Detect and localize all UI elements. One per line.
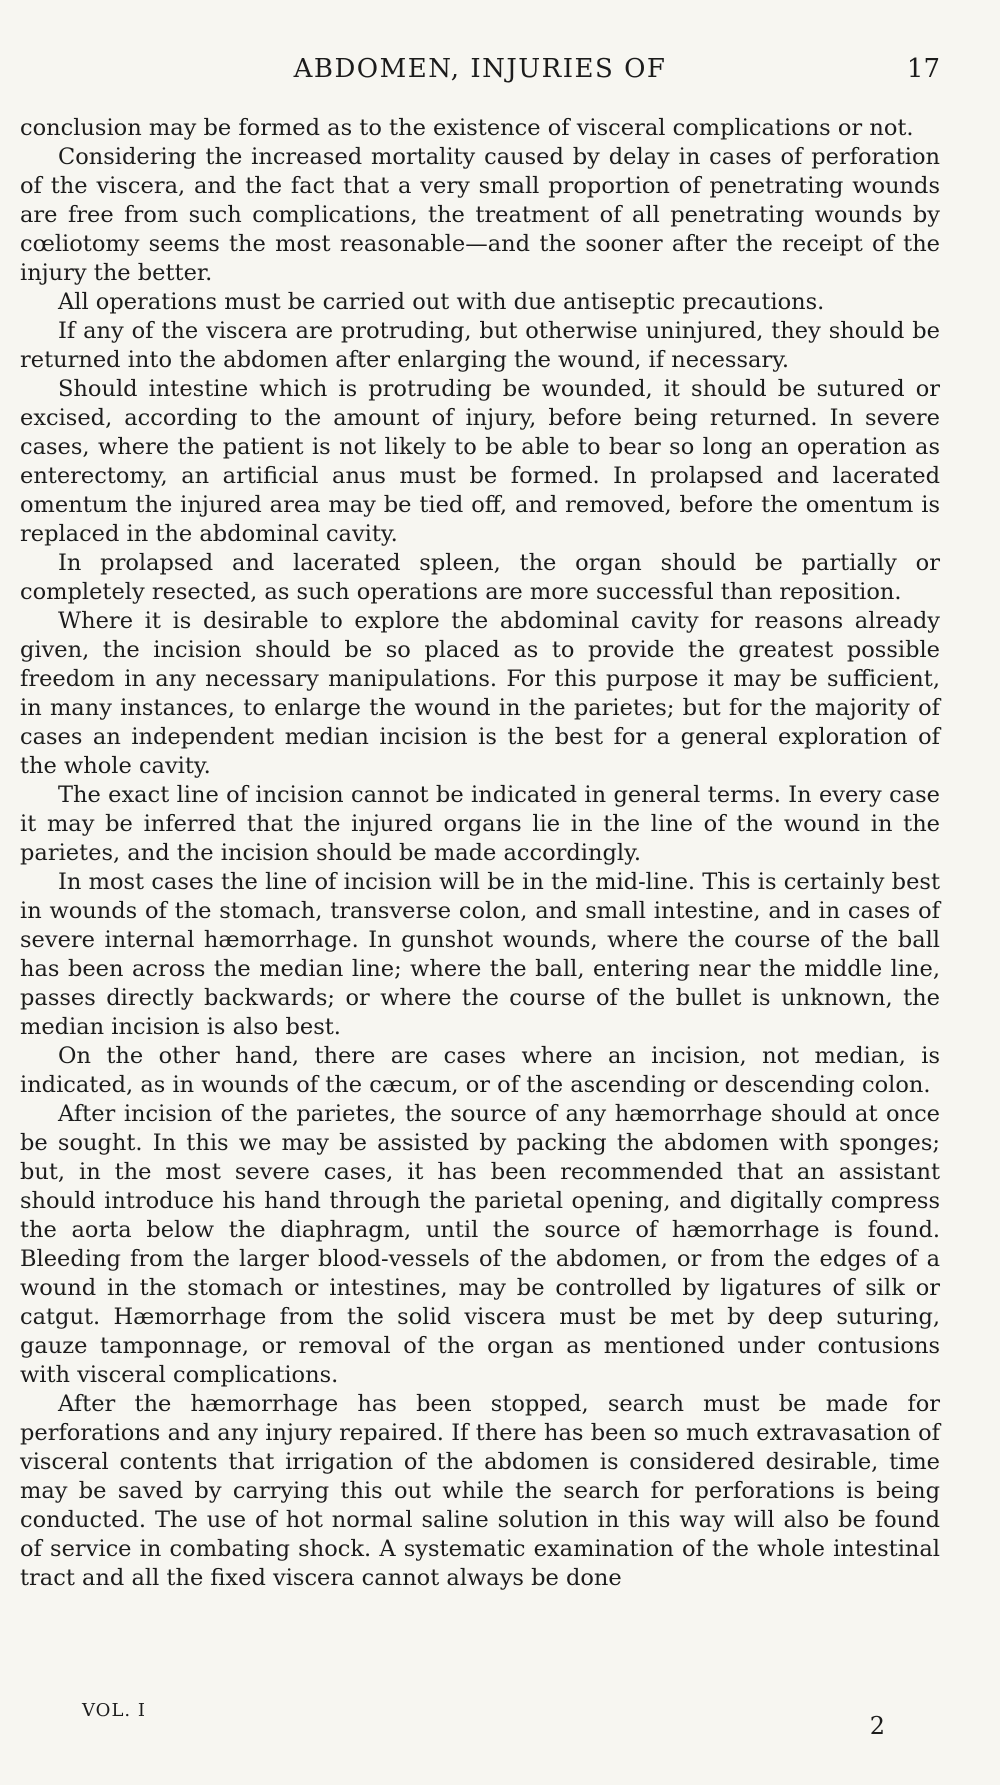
volume-mark: VOL. I	[82, 1700, 146, 1721]
paragraph: The exact line of incision cannot be indicated in general terms. In every case it may be inferred that the injured organs lie in the line of the wound in the parietes, and the incision should be made accordingly.	[20, 782, 940, 866]
paragraph: In prolapsed and lacerated spleen, the organ should be partially or completely resected, as such operations are more successful than reposition.	[20, 550, 940, 605]
paragraph: After incision of the parietes, the source of any hæmorrhage should at once be sought. In this we may be assisted by packing the abdomen with sponges; but, in the most severe cases, it has been recommended that an assistant should introduce his hand through the parietal opening, and digitally compress the aorta below the diaphragm, until the source of hæmorrhage is found. Bleeding from the larger blood-vessels of the abdomen, or from the edges of a wound in the stomach or intestines, may be controlled by ligatures of silk or catgut. Hæmorrhage from the solid viscera must be met by deep suturing, gauze tamponnage, or removal of the organ as mentioned under contusions with visceral complications.	[20, 1101, 940, 1388]
page-number: 17	[906, 54, 940, 84]
paragraph: Considering the increased mortality caused by delay in cases of perforation of the viscera, and the fact that a very small proportion of penetrating wounds are free from such complications, the treatment of all penetrating wounds by cœliotomy seems the most reasonable—and the sooner after the receipt of the injury the better.	[20, 144, 940, 286]
body-text	[20, 114, 940, 1593]
paragraph: If any of the viscera are protruding, but otherwise uninjured, they should be returned into the abdomen after enlarging the wound, if necessary.	[20, 318, 940, 373]
paragraph: Should intestine which is protruding be wounded, it should be sutured or excised, according to the amount of injury, before being returned. In severe cases, where the patient is not likely to be able to bear so long an operation as enterectomy, an artificial anus must be formed. In prolapsed and lacerated omentum the injured area may be tied off, and removed, before the omentum is replaced in the abdominal cavity.	[20, 376, 940, 547]
paragraph: conclusion may be formed as to the existence of visceral complications or not.	[20, 115, 914, 141]
signature-mark: 2	[869, 1712, 885, 1740]
running-title: ABDOMEN, INJURIES OF	[293, 54, 667, 84]
paragraph: All operations must be carried out with due antiseptic precautions.	[58, 289, 825, 315]
paragraph: Where it is desirable to explore the abdominal cavity for reasons already given, the incision should be so placed as to provide the greatest possible freedom in any necessary manipulations. For this purpose it may be sufficient, in many instances, to enlarge the wound in the parietes; but for the majority of cases an independent median incision is the best for a general exploration of the whole cavity.	[20, 608, 940, 779]
paragraph: On the other hand, there are cases where an incision, not median, is indicated, as in wounds of the cæcum, or of the ascending or descending colon.	[20, 1043, 940, 1098]
page-footer	[20, 1700, 940, 1750]
running-head	[20, 54, 940, 94]
paragraph: After the hæmorrhage has been stopped, search must be made for perforations and any injury repaired. If there has been so much extravasation of visceral contents that irrigation of the abdomen is considered desirable, time may be saved by carrying this out while the search for perforations is being conducted. The use of hot normal saline solution in this way will also be found of service in combating shock. A systematic examination of the whole intestinal tract and all the fixed viscera cannot always be done	[20, 1391, 940, 1591]
paragraph: In most cases the line of incision will be in the mid-line. This is certainly best in wounds of the stomach, transverse colon, and small intestine, and in cases of severe internal hæmorrhage. In gunshot wounds, where the course of the ball has been across the median line; where the ball, entering near the middle line, passes directly backwards; or where the course of the bullet is unknown, the median incision is also best.	[20, 869, 940, 1040]
